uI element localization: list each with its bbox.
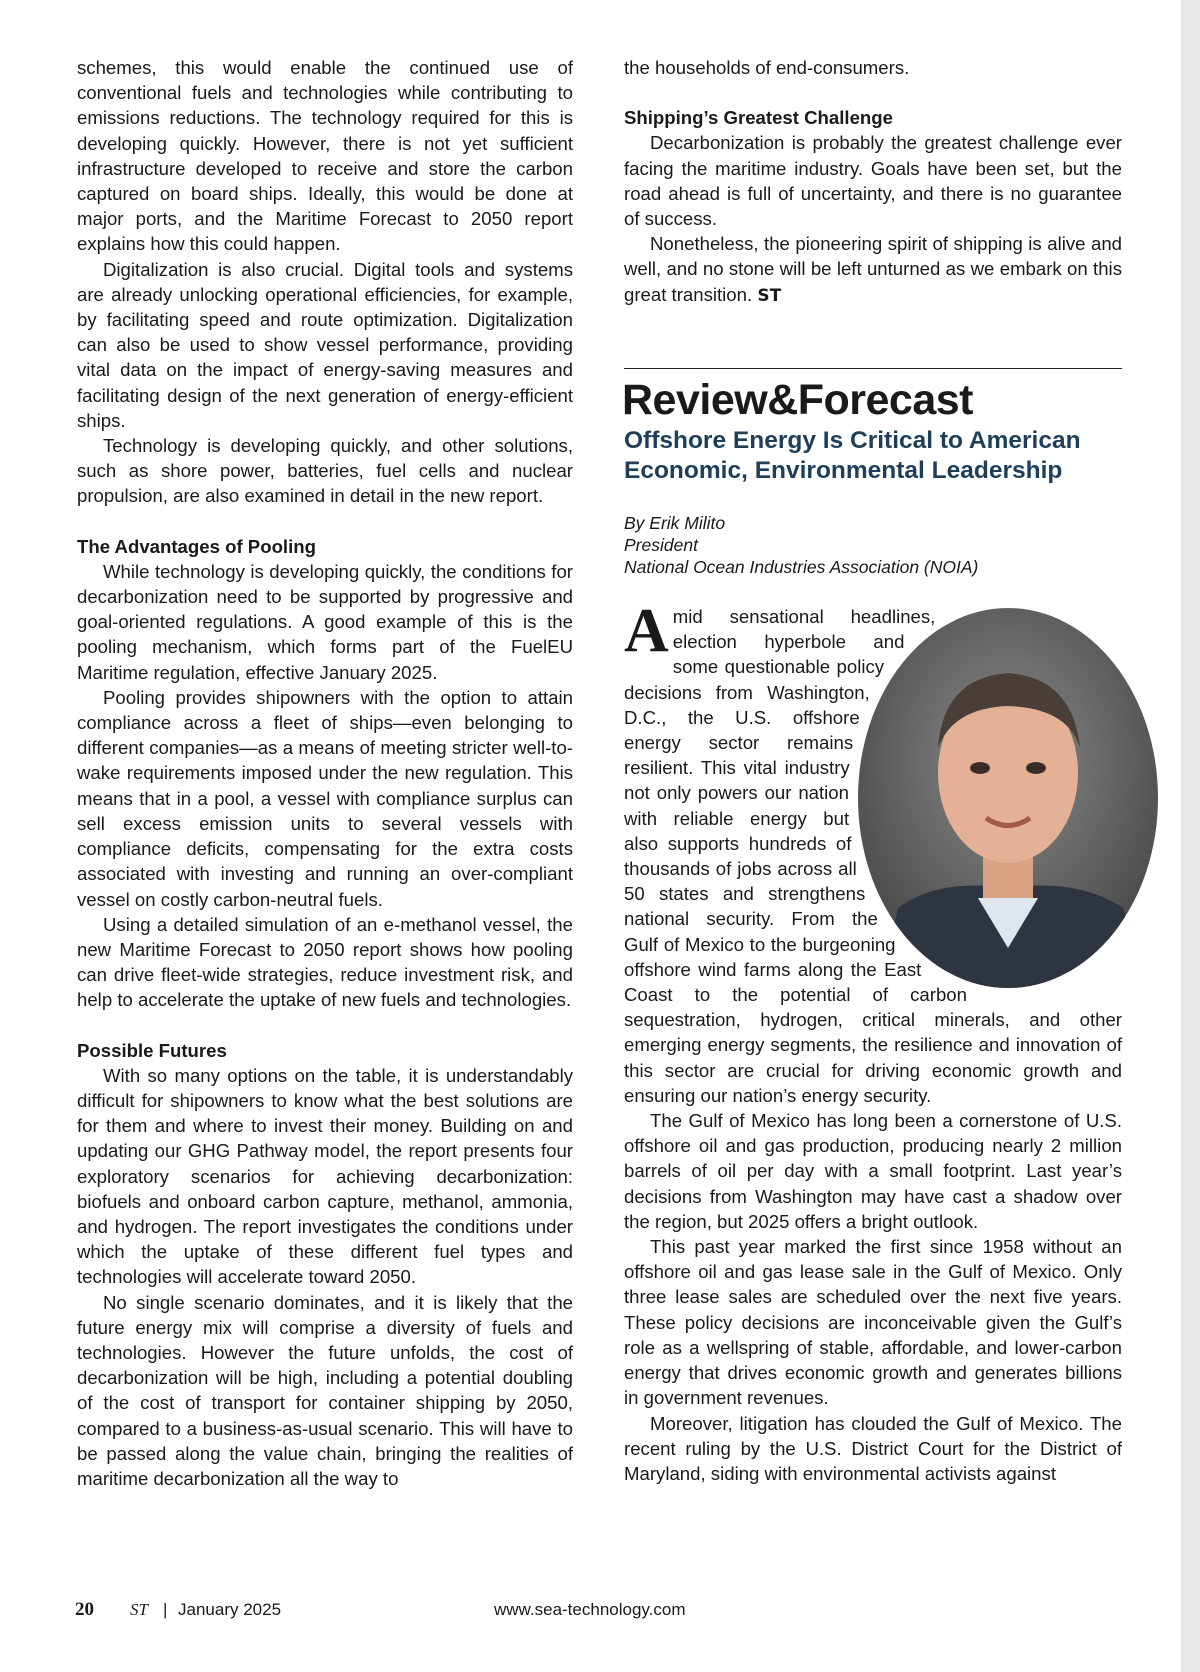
page-number: 20: [75, 1599, 94, 1620]
subheading-challenge: Shipping’s Greatest Challenge: [624, 107, 893, 129]
portrait-image: [858, 608, 1158, 988]
publication-abbrev: ST: [130, 1600, 148, 1619]
byline-organization: National Ocean Industries Association (NOIA): [624, 557, 979, 577]
paragraph: Moreover, litigation has clouded the Gulf of Mexico. The recent ruling by the U.S. District Court for the District of Maryland, siding with environmental activists against: [624, 1412, 1122, 1484]
paragraph: the households of end-consumers.: [624, 57, 910, 78]
page-edge-shadow: [1181, 0, 1200, 1672]
paragraph: Pooling provides shipowners with the option to attain compliance across a fleet of ships—even belonging to different companies—as a means of meeting stricter well-to-wake requirements imposed under the new regulation. This means that in a pool, a vessel with compliance surplus can sell excess emission units to several vessels with compliance deficits, compensating for the extra costs associated with investing and running an over-compliant vessel on costly carbon-neutral fuels.: [77, 686, 573, 910]
byline: [624, 512, 1122, 578]
paragraph: While technology is developing quickly, the conditions for decarbonization need to be supported by progressive and goal-oriented regulations. A good example of this is the pooling mechanism, which forms part of the FuelEU Maritime regulation, effective January 2025.: [77, 560, 573, 683]
subheading-futures: Possible Futures: [77, 1039, 227, 1061]
paragraph: No single scenario dominates, and it is likely that the future energy mix will comprise a diversity of fuels and technologies. However the future unfolds, the cost of decarbonization will be high, including a potential doubling of the cost of transport for container shipping by 2050, compared to a business-as-usual scenario. This will have to be passed along the value chain, bringing the realities of maritime decarbonization all the way to: [77, 1291, 573, 1489]
page-footer: [0, 1598, 1200, 1624]
paragraph: schemes, this would enable the continued use of conventional fuels and technologies while contributing to emissions reductions. The technology required for this is developing quickly. However, there is not yet sufficient infrastructure developed to receive and store the carbon captured on board ships. Ideally, this would be done at major ports, and the Maritime Forecast to 2050 report explains how this could happen.: [77, 57, 573, 255]
paragraph: The Gulf of Mexico has long been a cornerstone of U.S. offshore oil and gas production, producing nearly 2 million barrels of oil per day with a small footprint. Last year’s decisions from Washington may have cast a shadow over the region, but 2025 offers a bright outlook.: [624, 1110, 1122, 1232]
paragraph: Using a detailed simulation of an e-methanol vessel, the new Maritime Forecast to 2050 report shows how pooling can drive fleet-wide strategies, reduce investment risk, and help to accelerate the uptake of new fuels and technologies.: [77, 913, 573, 1011]
subheading-pooling: The Advantages of Pooling: [77, 535, 316, 557]
section-rule: [624, 368, 1122, 369]
website-url: www.sea-technology.com: [494, 1600, 686, 1619]
paragraph-text: mid sensational headlines, election hyperbole and some questionable policy decisions from Washington, D.C., the U.S. offshore energy sector remains resilient. This vital industry not only powers our nation with reliable energy but also supports hundreds of thousands of jobs across all 50 states and strengthens national security. From the Gulf of Mexico to the burgeoning offshore wind farms along the East Coast to the potential of carbon sequestration, hydrogen, critical minerals, and other emerging energy segments, the resilience and innovation of this sector are crucial for driving economic growth and ensuring our nation’s energy security.: [624, 606, 1122, 1106]
drop-cap: A: [624, 597, 669, 665]
left-column: [77, 55, 573, 1491]
article-body: [624, 597, 1122, 1486]
author-portrait: [822, 604, 1142, 992]
right-column-top: [624, 55, 1122, 309]
byline-author: By Erik Milito: [624, 513, 726, 533]
paragraph: Decarbonization is probably the greatest challenge ever facing the maritime industry. Goals have been set, but the road ahead is full of uncertainty, and there is no guarantee of success.: [624, 132, 1122, 230]
paragraph: Digitalization is also crucial. Digital tools and systems are already unlocking operational efficiencies, for example, by facilitating speed and route optimization. Digitalization can also be used to show vessel performance, providing vital data on the impact of energy-saving measures and facilitating design of the next generation of energy-efficient ships.: [77, 258, 573, 431]
paragraph: This past year marked the first since 1958 without an offshore oil and gas lease sale in the Gulf of Mexico. Only three lease sales are scheduled over the next five years. These policy decisions are inconceivable given the Gulf’s role as a wellspring of stable, affordable, and lower-carbon energy that drives economic growth and generates billions in government revenues.: [624, 1236, 1122, 1409]
issue-date: January 2025: [178, 1600, 282, 1619]
paragraph: Technology is developing quickly, and other solutions, such as shore power, batteries, fuel cells and nuclear propulsion, are also examined in detail in the new report.: [77, 435, 573, 507]
section-title: Review&Forecast: [622, 376, 973, 424]
paragraph-text: Nonetheless, the pioneering spirit of shipping is alive and well, and no stone will be left unturned as we embark on this great transition.: [624, 233, 1122, 305]
paragraph: [624, 231, 1122, 309]
end-mark: ST: [757, 285, 782, 306]
spacer: [624, 80, 1122, 105]
footer-separator: |: [163, 1600, 168, 1619]
article-headline: Offshore Energy Is Critical to American Economic, Environmental Leadership: [624, 427, 1081, 484]
paragraph: With so many options on the table, it is understandably difficult for shipowners to know what the best solutions are for them and where to invest their money. Building on and updating our GHG Pathway model, the report presents four exploratory scenarios for achieving decarbonization: biofuels and onboard carbon capture, methanol, ammonia, and hydrogen. The report investigates the conditions under which the uptake of these different fuel types and technologies will accelerate toward 2050.: [77, 1064, 573, 1288]
byline-title: President: [624, 535, 698, 555]
